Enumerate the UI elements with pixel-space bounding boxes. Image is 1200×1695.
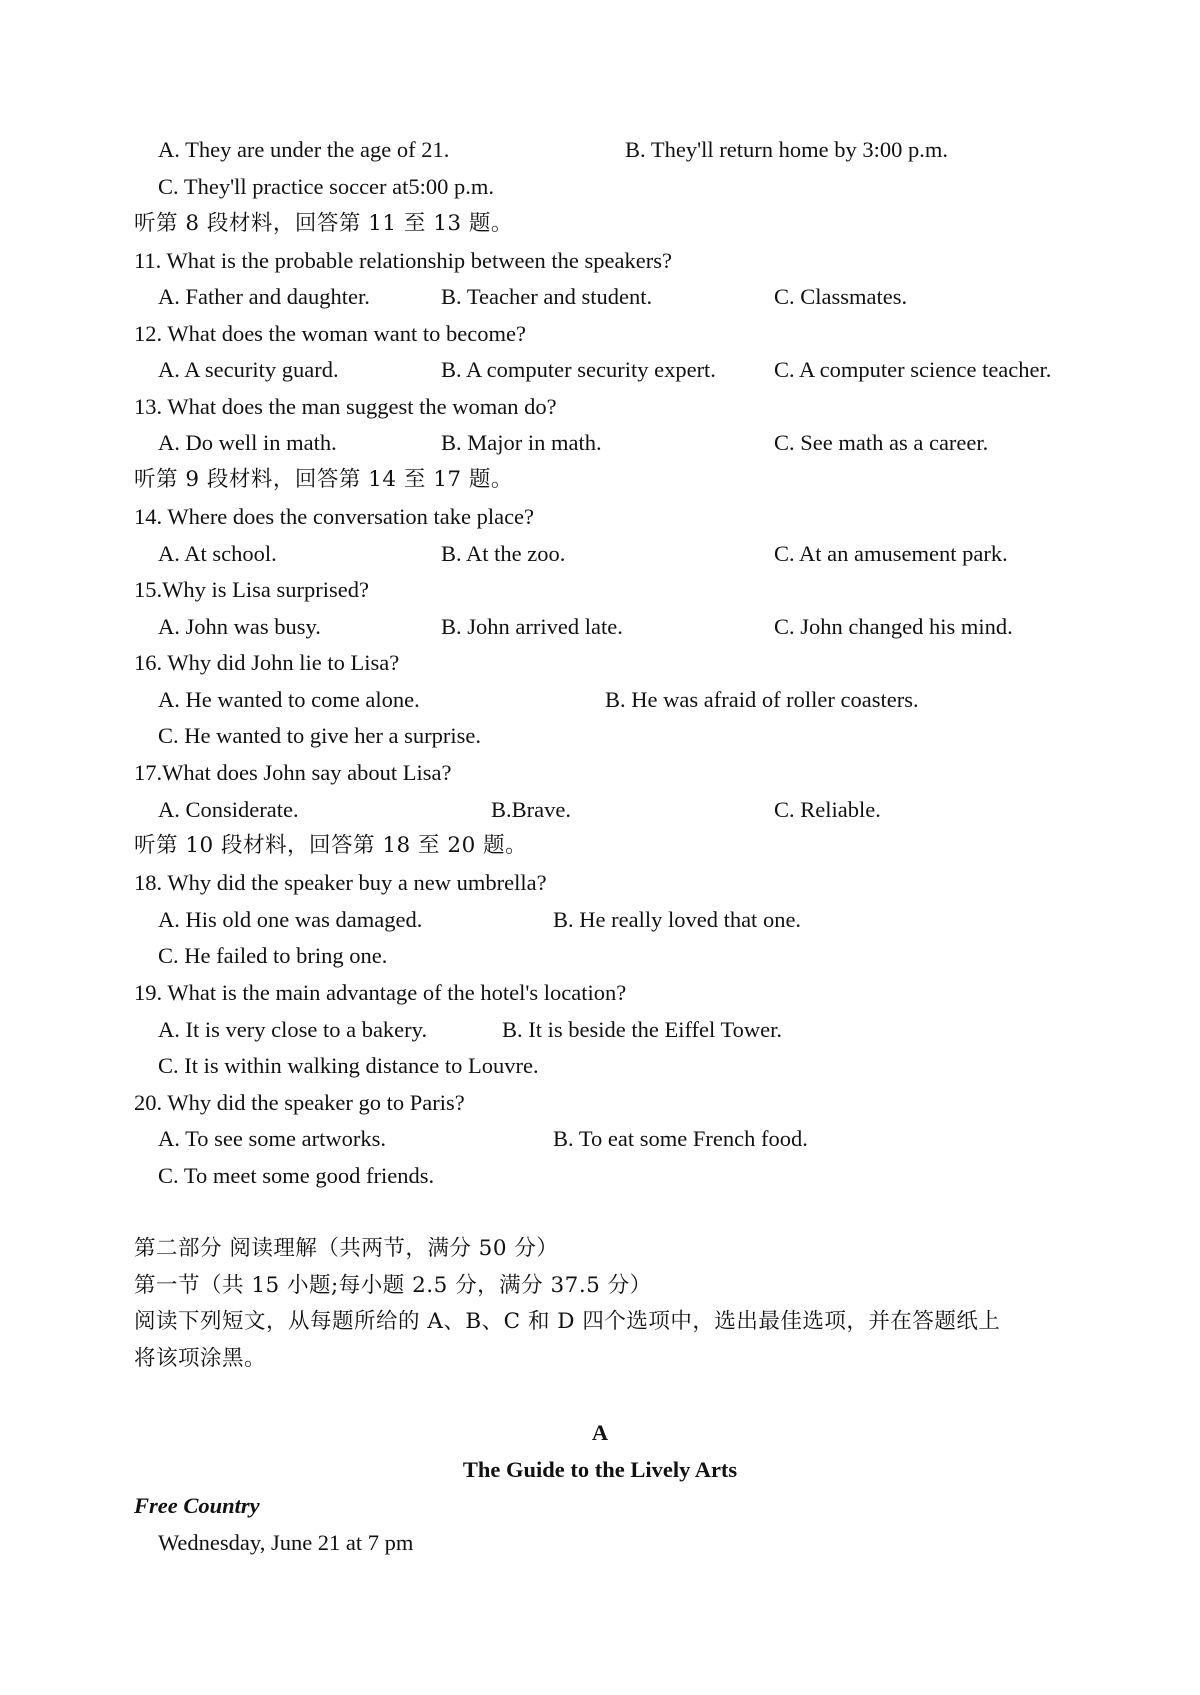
q16-option-c: C. He wanted to give her a surprise.	[158, 723, 482, 748]
q16-question: 16. Why did John lie to Lisa?	[134, 650, 400, 675]
section8-instruction: 听第 8 段材料，回答第 11 至 13 题。	[134, 211, 513, 236]
q15-option-b: B. John arrived late.	[441, 614, 623, 639]
q18-option-b: B. He really loved that one.	[553, 907, 802, 932]
section9-instruction: 听第 9 段材料，回答第 14 至 17 题。	[134, 467, 513, 492]
q14-question: 14. Where does the conversation take place?	[134, 504, 535, 529]
q12-option-b: B. A computer security expert.	[441, 357, 716, 382]
q10-option-b: B. They'll return home by 3:00 p.m.	[625, 137, 948, 162]
q18-question: 18. Why did the speaker buy a new umbrella?	[134, 870, 547, 895]
passage-letter: A	[591, 1420, 609, 1445]
q20-option-b: B. To eat some French food.	[553, 1126, 808, 1151]
q12-option-c: C. A computer science teacher.	[774, 357, 1052, 382]
q19-question: 19. What is the main advantage of the hotel's location?	[134, 980, 627, 1005]
q20-question: 20. Why did the speaker go to Paris?	[134, 1090, 465, 1115]
q10-option-c: C. They'll practice soccer at5:00 p.m.	[158, 174, 495, 199]
q13-option-a: A. Do well in math.	[158, 430, 337, 455]
q14-option-c: C. At an amusement park.	[774, 541, 1008, 566]
section10-instruction: 听第 10 段材料，回答第 18 至 20 题。	[134, 833, 528, 858]
passage-title: The Guide to the Lively Arts	[462, 1457, 738, 1482]
q16-option-b: B. He was afraid of roller coasters.	[605, 687, 919, 712]
q15-option-c: C. John changed his mind.	[774, 614, 1013, 639]
q15-option-a: A. John was busy.	[158, 614, 321, 639]
q18-option-a: A. His old one was damaged.	[158, 907, 423, 932]
q17-question: 17.What does John say about Lisa?	[134, 760, 452, 785]
q16-option-a: A. He wanted to come alone.	[158, 687, 420, 712]
q13-question: 13. What does the man suggest the woman do?	[134, 394, 557, 419]
q14-option-b: B. At the zoo.	[441, 541, 566, 566]
q13-option-b: B. Major in math.	[441, 430, 602, 455]
q19-option-c: C. It is within walking distance to Louvre.	[158, 1053, 539, 1078]
q12-question: 12. What does the woman want to become?	[134, 321, 526, 346]
q19-option-b: B. It is beside the Eiffel Tower.	[502, 1017, 783, 1042]
q11-option-a: A. Father and daughter.	[158, 284, 370, 309]
reading-part-title: 第二部分 阅读理解（共两节，满分 50 分）	[134, 1236, 559, 1261]
q17-option-c: C. Reliable.	[774, 797, 881, 822]
q11-option-c: C. Classmates.	[774, 284, 908, 309]
q20-option-c: C. To meet some good friends.	[158, 1163, 435, 1188]
reading-instruction-line2: 将该项涂黑。	[134, 1346, 267, 1371]
q14-option-a: A. At school.	[158, 541, 277, 566]
q12-option-a: A. A security guard.	[158, 357, 339, 382]
q19-option-a: A. It is very close to a bakery.	[158, 1017, 428, 1042]
reading-section-title: 第一节（共 15 小题;每小题 2.5 分，满分 37.5 分）	[134, 1273, 652, 1298]
q17-option-b: B.Brave.	[491, 797, 571, 822]
q18-option-c: C. He failed to bring one.	[158, 943, 388, 968]
q17-option-a: A. Considerate.	[158, 797, 299, 822]
reading-instruction-line1: 阅读下列短文，从每题所给的 A、B、C 和 D 四个选项中，选出最佳选项，并在答题纸上	[134, 1309, 1001, 1334]
q15-question: 15.Why is Lisa surprised?	[134, 577, 369, 602]
q10-option-a: A. They are under the age of 21.	[158, 137, 450, 162]
q11-option-b: B. Teacher and student.	[441, 284, 653, 309]
event-name: Free Country	[134, 1493, 260, 1518]
q20-option-a: A. To see some artworks.	[158, 1126, 386, 1151]
event-time: Wednesday, June 21 at 7 pm	[158, 1530, 414, 1555]
q11-question: 11. What is the probable relationship between the speakers?	[134, 248, 672, 273]
q13-option-c: C. See math as a career.	[774, 430, 989, 455]
